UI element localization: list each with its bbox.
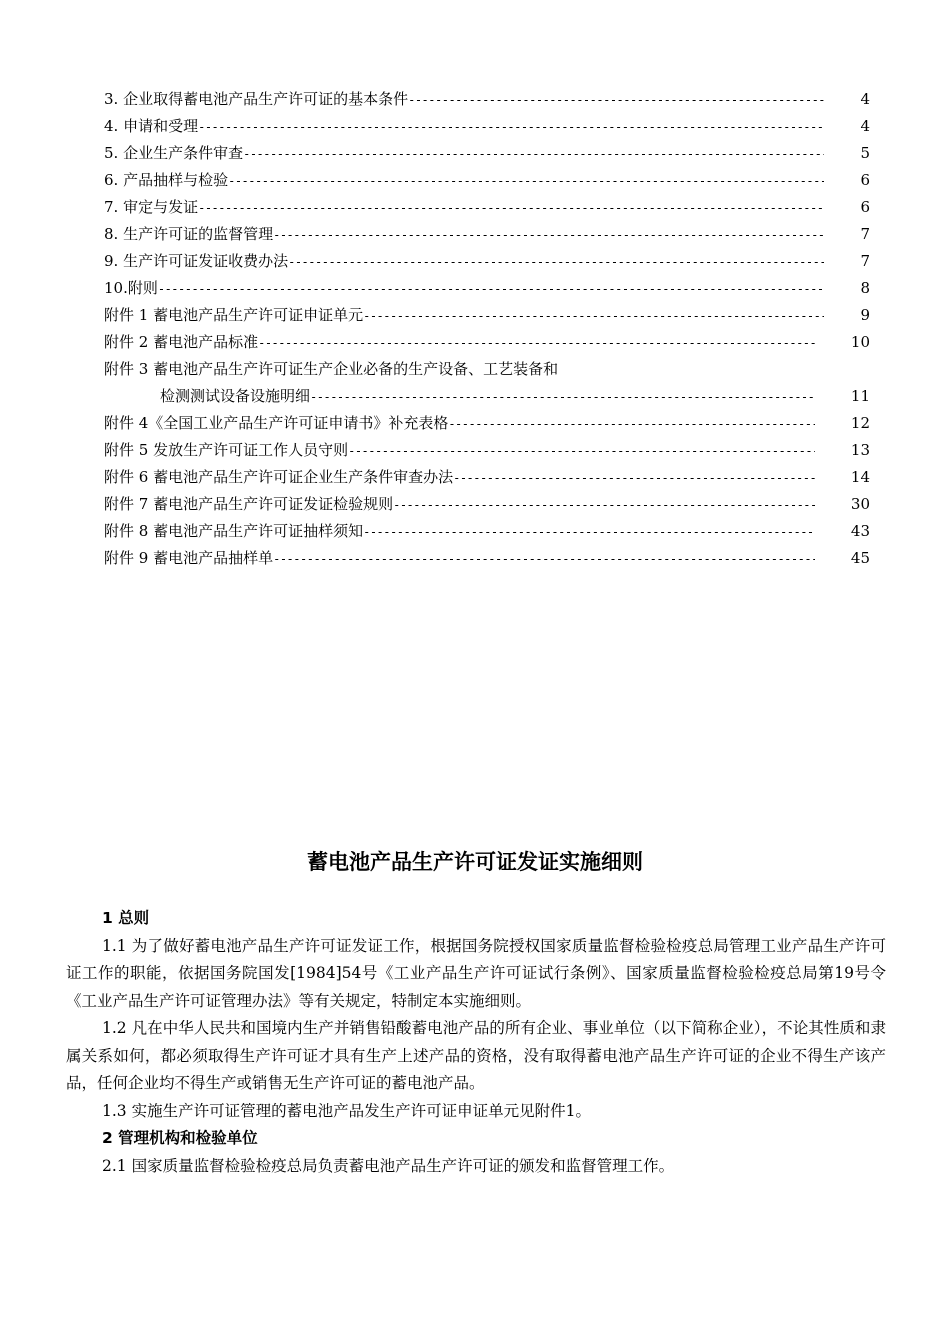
toc-page-number: 7 [860,225,870,243]
toc-entry-title: 5. 企业生产条件审查 [104,144,244,162]
toc-entry-title: 附件 7 蓄电池产品生产许可证发证检验规则 [104,495,394,513]
toc-page-number: 6 [860,198,870,216]
toc-page-number: 43 [850,522,870,540]
toc-page-number: 45 [850,549,870,567]
toc-leader [310,384,815,411]
paragraph: 1.2 凡在中华人民共和国境内生产并销售铅酸蓄电池产品的所有企业、事业单位（以下简称企业），不论其性质和隶属关系如何，都必须取得生产许可证才具有生产上述产品的资格，没有取得蓄电池产品生产许可证的企业不得生产该产品，任何企业均不得生产或销售无生产许可证的蓄电池产品。 [66,1019,886,1092]
toc-entry-title: 10.附则 [104,279,158,297]
toc-entry-title: 3. 企业取得蓄电池产品生产许可证的基本条件 [104,90,409,108]
toc-entry-title: 6. 产品抽样与检验 [104,171,229,189]
toc-entry-title: 9. 生产许可证发证收费办法 [104,252,289,270]
toc-entry[interactable] [104,518,870,545]
toc-page-number: 9 [860,306,870,324]
toc-page-number: 13 [850,441,870,459]
toc-entry[interactable] [104,437,870,464]
toc-page-number: 4 [860,117,870,135]
toc-page-number: 30 [850,495,870,513]
toc-entry[interactable] [104,86,870,113]
toc-leader [448,411,815,438]
toc-entry-title: 附件 8 蓄电池产品生产许可证抽样须知 [104,522,364,540]
toc-leader [228,168,824,195]
toc-page-number: 12 [850,414,870,432]
toc-leader [363,303,824,330]
toc-page-number: 11 [850,387,870,405]
toc-leader [198,114,824,141]
section-heading: 2 管理机构和检验单位 [102,1129,258,1147]
section-heading: 1 总则 [102,909,150,927]
toc-page-number: 7 [860,252,870,270]
toc-entry[interactable] [104,248,870,275]
table-of-contents [104,86,870,572]
toc-leader [258,330,815,357]
toc-entry[interactable] [104,356,870,383]
toc-entry-title: 附件 3 蓄电池产品生产许可证生产企业必备的生产设备、工艺装备和 [104,360,559,378]
toc-leader [273,546,815,573]
toc-entry-title: 检测测试设备设施明细 [160,387,311,405]
toc-entry-title: 附件 4《全国工业产品生产许可证申请书》补充表格 [104,414,449,432]
toc-leader [453,465,815,492]
toc-leader [348,438,815,465]
toc-entry[interactable] [104,275,870,302]
toc-leader [243,141,824,168]
toc-leader [288,249,824,276]
toc-entry[interactable] [104,113,870,140]
toc-entry[interactable] [104,302,870,329]
toc-entry-title: 附件 1 蓄电池产品生产许可证申证单元 [104,306,364,324]
toc-page-number: 14 [850,468,870,486]
toc-entry[interactable] [104,491,870,518]
toc-entry[interactable] [104,167,870,194]
toc-entry[interactable] [104,464,870,491]
toc-entry-title: 附件 5 发放生产许可证工作人员守则 [104,441,349,459]
toc-entry[interactable] [104,140,870,167]
toc-page-number: 10 [850,333,870,351]
toc-entry-title: 4. 申请和受理 [104,117,199,135]
toc-leader [273,222,824,249]
toc-entry[interactable] [104,194,870,221]
toc-leader [158,276,825,303]
toc-leader [408,87,824,114]
toc-page-number: 4 [860,90,870,108]
toc-entry-title: 7. 审定与发证 [104,198,199,216]
paragraph: 1.1 为了做好蓄电池产品生产许可证发证工作，根据国务院授权国家质量监督检验检疫总局管理工业产品生产许可证工作的职能，依据国务院国发[1984]54号《工业产品生产许可证试行条例》、国家质量监督检验检疫总局第19号令《工业产品生产许可证管理办法》等有关规定，特制定本实施细则。 [66,936,886,1010]
toc-entry[interactable] [104,221,870,248]
toc-entry-title: 8. 生产许可证的监督管理 [104,225,274,243]
document-body [66,905,886,1180]
toc-entry-title: 附件 6 蓄电池产品生产许可证企业生产条件审查办法 [104,468,454,486]
toc-page-number: 5 [860,144,870,162]
toc-page-number: 6 [860,171,870,189]
paragraph: 2.1 国家质量监督检验检疫总局负责蓄电池产品生产许可证的颁发和监督管理工作。 [102,1156,675,1175]
document-title: 蓄电池产品生产许可证发证实施细则 [307,850,643,874]
paragraph: 1.3 实施生产许可证管理的蓄电池产品发生产许可证申证单元见附件1。 [102,1101,591,1120]
toc-entry[interactable] [104,545,870,572]
toc-entry-title: 附件 9 蓄电池产品抽样单 [104,549,274,567]
toc-leader [393,492,815,519]
toc-entry-title: 附件 2 蓄电池产品标准 [104,333,259,351]
toc-entry[interactable] [104,410,870,437]
toc-entry[interactable] [104,383,870,410]
toc-entry[interactable] [104,329,870,356]
toc-page-number: 8 [860,279,870,297]
toc-leader [198,195,824,222]
toc-leader [363,519,815,546]
